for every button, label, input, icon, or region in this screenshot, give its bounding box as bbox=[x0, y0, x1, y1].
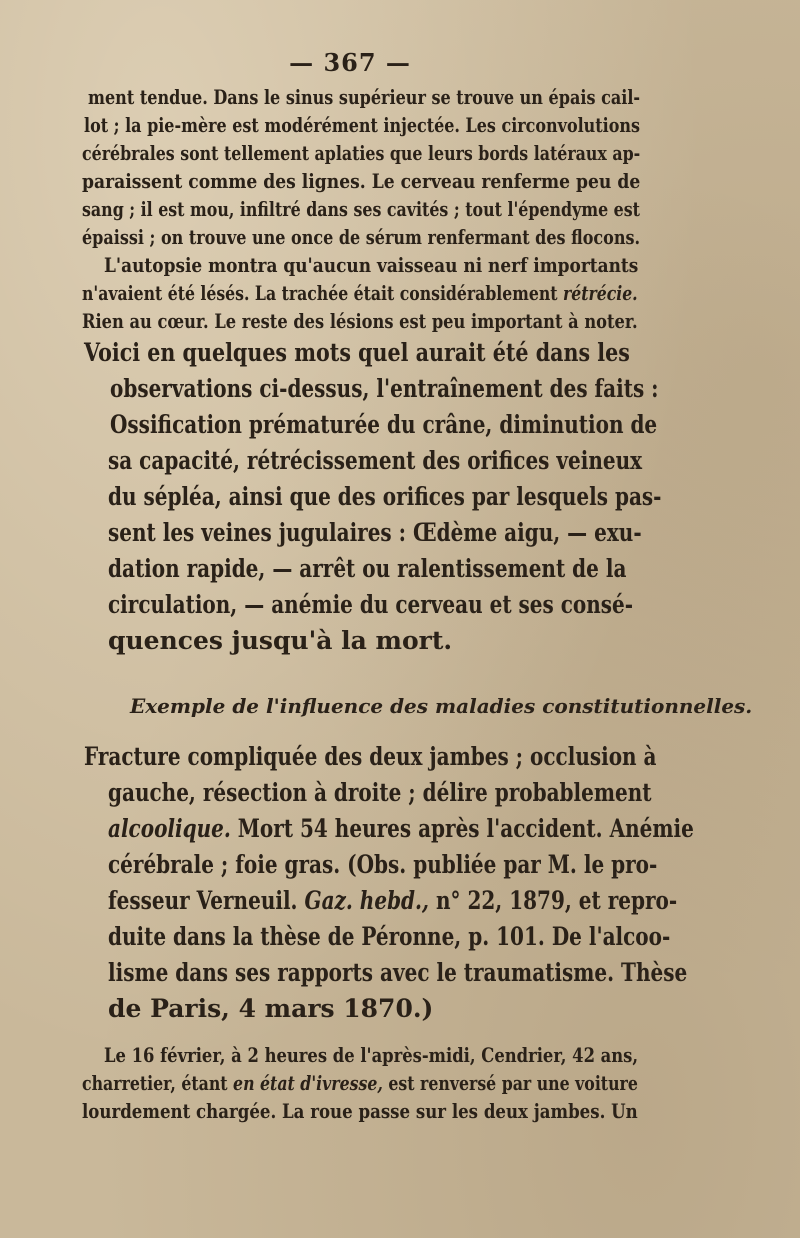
text-line: quences jusqu'à la mort. bbox=[108, 626, 453, 655]
text-line: sa capacité, rétrécissement des orifices veineux bbox=[108, 446, 643, 475]
text-line: lot ; la pie-mère est modérément injectée. Les circonvolutions bbox=[84, 114, 640, 137]
text-line: Le 16 février, à 2 heures de l'après-midi, Cendrier, 42 ans, bbox=[104, 1044, 639, 1067]
text-segment: Mort 54 heures après l'accident. Anémie bbox=[230, 814, 694, 843]
text-line: sang ; il est mou, infiltré dans ses cavités ; tout l'épendyme est bbox=[82, 198, 640, 221]
text-line: duite dans la thèse de Péronne, p. 101. De l'alcoo- bbox=[108, 922, 671, 951]
text-segment: n'avaient été lésés. La trachée était considérablement bbox=[82, 282, 563, 305]
text-segment: charretier, étant bbox=[82, 1072, 234, 1095]
text-line: Voici en quelques mots quel aurait été dans les bbox=[84, 338, 630, 367]
text-line: observations ci-dessus, l'entraînement des faits : bbox=[110, 374, 659, 403]
text-line: L'autopsie montra qu'aucun vaisseau ni nerf importants bbox=[104, 254, 639, 277]
emphasis-text: alcoolique. bbox=[108, 814, 231, 843]
text-segment: n° 22, 1879, et repro- bbox=[428, 886, 678, 915]
emphasis-text: rétrécie. bbox=[562, 282, 638, 305]
text-line: paraissent comme des lignes. Le cerveau renferme peu de bbox=[82, 170, 641, 193]
text-line: lisme dans ses rapports avec le traumatisme. Thèse bbox=[108, 958, 688, 987]
text-line: cérébrale ; foie gras. (Obs. publiée par M. le pro- bbox=[108, 850, 658, 879]
text-line: sent les veines jugulaires : Œdème aigu, — exu- bbox=[108, 518, 642, 547]
text-line: cérébrales sont tellement aplaties que leurs bords latéraux ap- bbox=[82, 142, 641, 165]
text-line: Rien au cœur. Le reste des lésions est peu important à noter. bbox=[82, 310, 638, 333]
section-heading: Exemple de l'influence des maladies constitutionnelles. bbox=[130, 694, 753, 718]
text-line: du sépléa, ainsi que des orifices par lesquels pas- bbox=[108, 482, 662, 511]
text-segment: fesseur Verneuil. bbox=[108, 886, 305, 915]
text-segment: est renversé par une voiture bbox=[382, 1072, 638, 1095]
text-line: Ossification prématurée du crâne, diminution de bbox=[110, 410, 658, 439]
text-line bbox=[82, 1072, 638, 1095]
emphasis-text: Gaz. hebd., bbox=[304, 886, 429, 915]
page-number: — 367 — bbox=[289, 48, 411, 77]
text-line bbox=[82, 282, 638, 305]
text-line: épaissi ; on trouve une once de sérum renfermant des flocons. bbox=[82, 226, 641, 249]
text-line: de Paris, 4 mars 1870.) bbox=[108, 994, 434, 1023]
text-line bbox=[108, 814, 694, 843]
text-line: ment tendue. Dans le sinus supérieur se trouve un épais cail- bbox=[88, 86, 641, 109]
text-line: circulation, — anémie du cerveau et ses consé- bbox=[108, 590, 634, 619]
text-line: Fracture compliquée des deux jambes ; occlusion à bbox=[84, 742, 657, 771]
text-line bbox=[108, 886, 677, 915]
text-line: lourdement chargée. La roue passe sur les deux jambes. Un bbox=[82, 1100, 638, 1123]
text-line: gauche, résection à droite ; délire probablement bbox=[108, 778, 652, 807]
emphasis-text: en état d'ivresse, bbox=[233, 1072, 383, 1095]
text-line: dation rapide, — arrêt ou ralentissement de la bbox=[108, 554, 627, 583]
